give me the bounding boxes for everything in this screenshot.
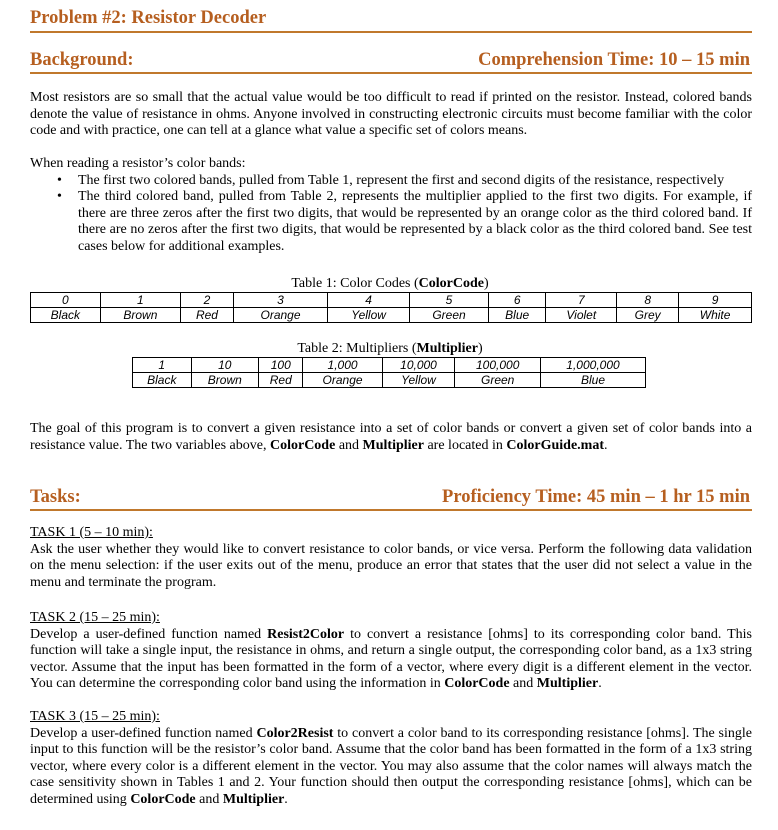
task1-block <box>30 525 752 591</box>
task2-text-2: to convert a resistance [ohms] to its corresponding color band. This function will take a single input, the resistance in ohms, and return a single output, the corresponding color band, as a 1x3 string vector. Assume that the input has been formatted in the form of a vector, where every digit is a different element in the vector. You can determine the corresponding color band using the information in <box>30 626 752 691</box>
task2-var-multiplier: Multiplier <box>536 676 599 691</box>
table2-caption <box>30 341 750 357</box>
bullet-item: • The third colored band, pulled from Table 2, represents the multiplier applied to the first two digits. For example, if there are three zeros after the first two digits, that would be represented by an orange color as the third colored band. If there are no zeros after the first two digits, that would be represented by a black color as the third colored band. See test cases below for additional examples. <box>78 189 752 255</box>
goal-text: The goal of this program is to convert a given resistance into a set of color bands or convert a given set of color bands into a resistance value. The two variables above, <box>30 421 752 453</box>
table2-caption-prefix: Table 2: Multipliers ( <box>297 341 417 356</box>
background-divider <box>30 72 752 74</box>
background-heading: Background: <box>30 50 134 70</box>
table-cell: 100,000 <box>455 358 541 373</box>
table-cell: Black <box>31 308 101 323</box>
tasks-divider <box>30 509 752 511</box>
task2-and: and <box>509 676 537 691</box>
table2-caption-suffix: ) <box>477 341 483 356</box>
goal-file: ColorGuide.mat <box>506 437 604 453</box>
table-cell: White <box>679 308 752 323</box>
table-cell: 1,000 <box>303 358 382 373</box>
goal-text-2: are located in <box>423 437 507 453</box>
task3-var-multiplier: Multiplier <box>222 791 285 807</box>
table-cell: Brown <box>100 308 180 323</box>
table-cell: 2 <box>181 293 234 308</box>
table-cell: Yellow <box>328 308 410 323</box>
proficiency-time: Proficiency Time: 45 min – 1 hr 15 min <box>442 487 750 507</box>
goal-var-colorcode: ColorCode <box>269 437 336 453</box>
goal-and: and <box>335 437 363 453</box>
table-cell: 6 <box>488 293 545 308</box>
table-cell: 1 <box>100 293 180 308</box>
task3-end: . <box>284 791 288 807</box>
table-cell: Red <box>259 373 303 388</box>
table-cell: Orange <box>233 308 327 323</box>
task1-header: TASK 1 (5 – 10 min): <box>30 525 153 540</box>
table-cell: Blue <box>488 308 545 323</box>
bullet-lead: When reading a resistor’s color bands: <box>30 156 246 171</box>
table-cell: Black <box>133 373 192 388</box>
table1-caption-var: ColorCode <box>418 276 484 291</box>
table-cell: Yellow <box>382 373 455 388</box>
bullet-list <box>30 173 752 256</box>
problem-title: Problem #2: Resistor Decoder <box>30 8 267 28</box>
task3-text-2: to convert a color band to its corresponding resistance [ohms]. The single input to this function will be the resistor’s color band. Assume that the color band has been formatted in the form of a 1x3 string vector, where every color is a different element in the vector. You may also assume that the color names will always match the case sensitivity shown in Tables 1 and 2. Your function should then output the corresponding resistance [ohms], which can be determined using <box>30 725 752 807</box>
task3-header: TASK 3 (15 – 25 min): <box>30 709 160 724</box>
table-cell: Violet <box>546 308 617 323</box>
table-cell: 1,000,000 <box>541 358 646 373</box>
task2-var-colorcode: ColorCode <box>444 676 510 691</box>
task3-block <box>30 709 752 808</box>
table-cell: 0 <box>31 293 101 308</box>
table-cell: 3 <box>233 293 327 308</box>
table-cell: 9 <box>679 293 752 308</box>
task2-block <box>30 610 752 693</box>
goal-paragraph <box>30 421 752 454</box>
task3-function-name: Color2Resist <box>256 725 334 741</box>
intro-paragraph <box>30 90 752 140</box>
table1-color-row <box>31 308 752 323</box>
multiplier-table <box>132 357 646 388</box>
table-cell: 10,000 <box>382 358 455 373</box>
table-cell: 5 <box>410 293 489 308</box>
table-cell: Green <box>410 308 489 323</box>
table-cell: 4 <box>328 293 410 308</box>
task2-end: . <box>598 676 602 691</box>
task3-text: Develop a user-defined function named <box>30 725 257 741</box>
goal-end: . <box>603 437 608 453</box>
table-cell: 1 <box>133 358 192 373</box>
color-code-table <box>30 292 752 323</box>
table-cell: 10 <box>191 358 259 373</box>
bullet-section <box>30 156 752 255</box>
intro-text: Most resistors are so small that the actual value would be too difficult to read if printed on the resistor. Instead, colored bands denote the value of resistance in ohms. Anyone involved in constructing electronic circuits must become familiar with the color code and with practice, one can tell at a glance what value a specific set of colors means. <box>30 90 752 138</box>
tasks-heading: Tasks: <box>30 487 81 507</box>
table1-caption-prefix: Table 1: Color Codes ( <box>291 276 419 291</box>
table1-caption-suffix: ) <box>484 276 489 291</box>
table-cell: Brown <box>191 373 259 388</box>
goal-var-multiplier: Multiplier <box>362 437 424 453</box>
table1-digit-row <box>31 293 752 308</box>
task2-function-name: Resist2Color <box>267 626 345 642</box>
table-cell: Grey <box>617 308 679 323</box>
task1-text: Ask the user whether they would like to convert resistance to color bands, or vice versa. Perform the following data validation on the menu selection: if the user exits out of the menu, produce an error that states that the user did not select a value in the menu and terminate the program. <box>30 541 752 590</box>
table-cell: Orange <box>303 373 382 388</box>
bullet-item: • The first two colored bands, pulled from Table 1, represent the first and second digits of the resistance, respectively <box>78 173 752 190</box>
task2-header: TASK 2 (15 – 25 min): <box>30 610 160 625</box>
table-cell: 100 <box>259 358 303 373</box>
task3-and: and <box>195 791 223 807</box>
table-cell: Red <box>181 308 234 323</box>
task2-text: Develop a user-defined function named <box>30 626 268 642</box>
task3-var-colorcode: ColorCode <box>130 791 196 807</box>
table2-value-row <box>133 358 646 373</box>
table1-caption <box>30 276 750 292</box>
table-cell: 8 <box>617 293 679 308</box>
table2-color-row <box>133 373 646 388</box>
table-cell: Blue <box>541 373 646 388</box>
table-cell: Green <box>455 373 541 388</box>
comprehension-time: Comprehension Time: 10 – 15 min <box>478 50 750 70</box>
table2-caption-var: Multiplier <box>416 341 478 356</box>
table-cell: 7 <box>546 293 617 308</box>
title-divider <box>30 31 752 33</box>
